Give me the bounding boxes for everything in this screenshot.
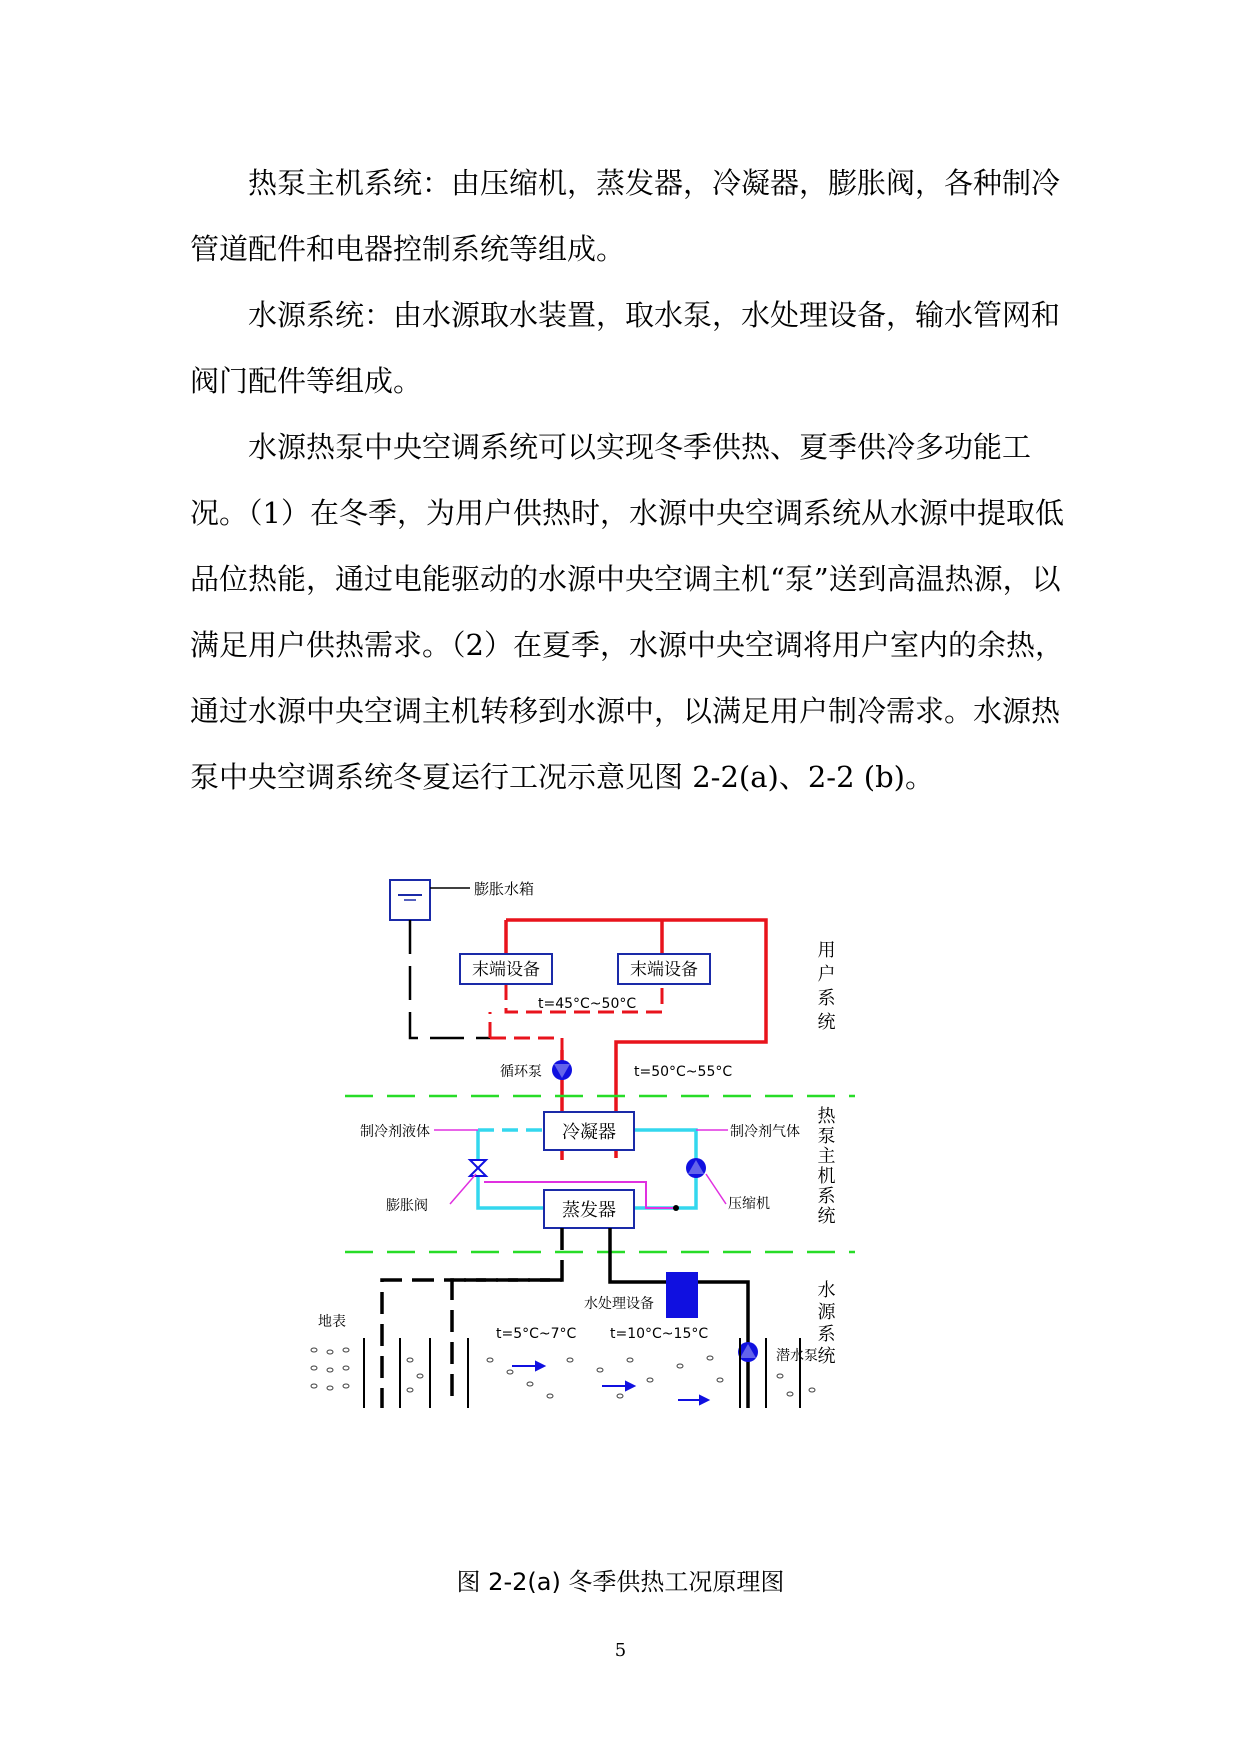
evaporator-label: 蒸发器 bbox=[562, 1200, 616, 1221]
supply-temperature-label: t=50°C~55°C bbox=[634, 1064, 733, 1080]
terminal-unit-2-label: 末端设备 bbox=[630, 960, 698, 980]
circulation-pump-label: 循环泵 bbox=[500, 1064, 542, 1080]
ground-surface-label: 地表 bbox=[318, 1314, 346, 1330]
water-treatment-label: 水处理设备 bbox=[584, 1296, 654, 1312]
condenser-label: 冷凝器 bbox=[562, 1122, 616, 1143]
figure-caption: 图 2-2(a) 冬季供热工况原理图 bbox=[456, 1568, 785, 1596]
paragraph-operation-modes: 水源热泵中央空调系统可以实现冬季供热、夏季供冷多功能工况。（1）在冬季，为用户供热时，水源中央空调系统从水源中提取低品位热能，通过电能驱动的水源中央空调主机“泵”送到高温热源，以满足用户供热需求。（2）在夏季，水源中央空调将用户室内的余热，通过水源中央空调主机转移到水源中，以满足用户制冷需求。水源热泵中央空调系统冬夏运行工况示意见图 2-2(a)、2-2 (b)。 bbox=[190, 430, 1064, 794]
submersible-pump-label: 潜水泵 bbox=[776, 1348, 818, 1364]
water-treatment-equipment bbox=[666, 1272, 698, 1318]
refrigerant-liquid-label: 制冷剂液体 bbox=[360, 1124, 430, 1140]
refrigerant-gas-label: 制冷剂气体 bbox=[730, 1124, 800, 1140]
water-low-temperature-label: t=5°C~7°C bbox=[496, 1326, 577, 1342]
section-heat-pump-system: 热泵主机系统 bbox=[814, 1106, 836, 1226]
aquifer-wells bbox=[364, 1338, 800, 1408]
return-dashed-lines bbox=[490, 984, 662, 1050]
compressor-icon bbox=[686, 1158, 726, 1204]
compressor-label: 压缩机 bbox=[728, 1196, 770, 1212]
expansion-tank-label: 膨胀水箱 bbox=[474, 880, 535, 898]
section-water-system: 水源系统 bbox=[814, 1280, 836, 1368]
circulation-pump-icon bbox=[552, 1060, 572, 1080]
terminal-unit-1-label: 末端设备 bbox=[472, 960, 540, 980]
paragraph-water-source-system: 水源系统：由水源取水装置，取水泵，水处理设备，输水管网和阀门配件等组成。 bbox=[190, 298, 1061, 398]
water-high-temperature-label: t=10°C~15°C bbox=[610, 1326, 709, 1342]
expansion-valve-icon bbox=[450, 1160, 486, 1204]
expansion-valve-label: 膨胀阀 bbox=[386, 1198, 428, 1214]
page-number: 5 bbox=[614, 1640, 627, 1661]
paragraph-heat-pump-system: 热泵主机系统：由压缩机，蒸发器，冷凝器，膨胀阀，各种制冷管道配件和电器控制系统等组成。 bbox=[190, 166, 1061, 266]
return-temperature-label: t=45°C~50°C bbox=[538, 996, 637, 1012]
winter-heating-schematic bbox=[300, 860, 980, 1480]
expansion-tank bbox=[390, 880, 470, 920]
section-user-system: 用户系统 bbox=[814, 940, 836, 1036]
